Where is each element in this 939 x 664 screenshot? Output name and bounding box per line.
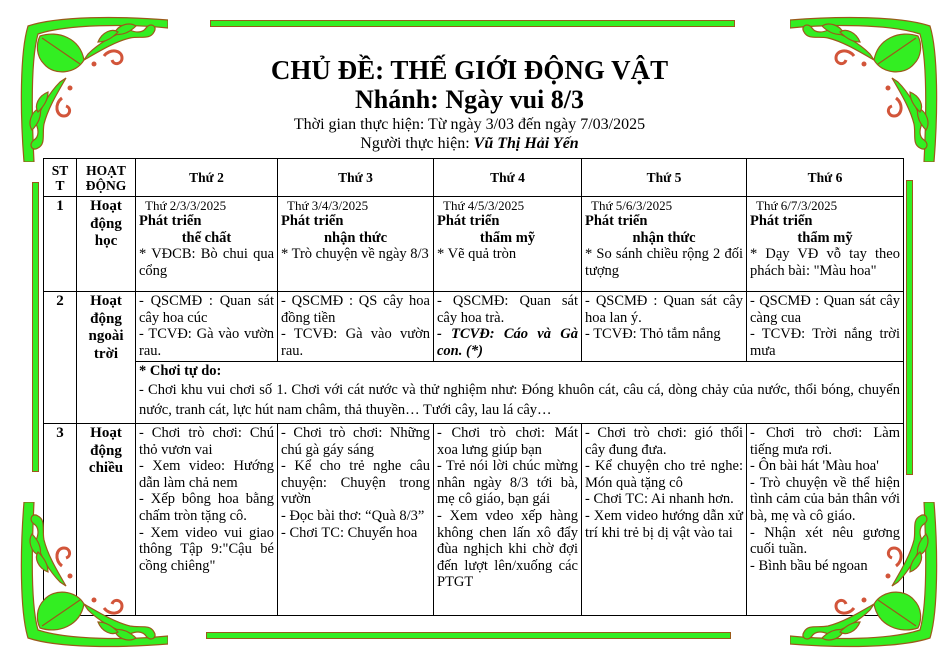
cell-item: - Xếp bông hoa bằng chấm tròn tặng cô. xyxy=(139,491,274,524)
row-number: 1 xyxy=(44,197,77,292)
header-day: Thứ 2 xyxy=(136,159,278,197)
table-row xyxy=(44,424,904,616)
table-row-free-play xyxy=(44,362,904,424)
row-number: 3 xyxy=(44,424,77,616)
cell-observe: - QSCMĐ : Quan sát cây càng cua xyxy=(750,293,900,326)
cell-item: - Chơi trò chơi: gió thổi cây đung đưa. xyxy=(585,425,743,458)
free-play-title: * Chơi tự do: xyxy=(139,363,222,379)
activity-name: Hoạt động học xyxy=(77,197,136,292)
performer-name: Vũ Thị Hải Yến xyxy=(473,135,579,152)
cell-area-sub: nhận thức xyxy=(323,229,388,246)
free-play-cell xyxy=(136,362,904,424)
cell-item: - Kể chuyện cho trẻ nghe: Món quà tặng cô xyxy=(585,458,743,491)
topic-title: CHỦ ĐỀ: THẾ GIỚI ĐỘNG VẬT xyxy=(270,55,669,85)
weekly-plan-table xyxy=(43,158,904,616)
cell-game: - TCVĐ: Cáo và Gà con. (*) xyxy=(437,326,578,359)
cell-item: - Trò chuyện về thể hiện tình cảm của bản thân với bà, mẹ và cô giáo. xyxy=(750,474,900,524)
floral-corner-ornament-icon xyxy=(790,12,939,162)
cell-date: Thứ 2/3/3/2025 xyxy=(145,198,227,213)
cell-content: * So sánh chiều rộng 2 đối tượng xyxy=(585,246,743,279)
cell-content: * VĐCB: Bò chui qua cổng xyxy=(139,246,274,279)
header-day: Thứ 4 xyxy=(434,159,582,197)
header-day: Thứ 3 xyxy=(278,159,434,197)
cell-content: * Dạy VĐ vỗ tay theo phách bài: "Màu hoa" xyxy=(750,246,900,279)
cell-game: - TCVĐ: Trời nắng trời mưa xyxy=(750,326,900,359)
cell-observe: - QSCMĐ : QS cây hoa đồng tiền xyxy=(281,293,430,326)
day-cell xyxy=(747,292,904,362)
cell-item: - Kể cho trẻ nghe câu chuyện: Chuyện trong vườn xyxy=(281,458,430,508)
header-day: Thứ 5 xyxy=(582,159,747,197)
day-cell xyxy=(582,424,747,616)
table-row xyxy=(44,197,904,292)
free-play-text: - Chơi khu vui chơi số 1. Chơi với cát nước và thử nghiệm như: Đóng khuôn cát, câu cá, dòng chảy của nước, thổi bóng, chuyển nước, tranh cát, lực hút nam châm, thả thuyền… Tưới cây, lau lá cây… xyxy=(139,381,900,418)
cell-item: - Chơi trò chơi: Làm tiếng mưa rơi. xyxy=(750,425,900,458)
cell-area: Phát triển xyxy=(585,213,648,229)
day-cell xyxy=(278,197,434,292)
border-bar-top xyxy=(210,20,735,27)
cell-observe: - QSCMĐ: Quan sát cây hoa trà. xyxy=(437,293,578,326)
cell-date: Thứ 5/6/3/2025 xyxy=(591,198,673,213)
branch-title: Nhánh: Ngày vui 8/3 xyxy=(355,85,584,114)
cell-item: - Chơi trò chơi: Mát xoa lưng giúp bạn xyxy=(437,425,578,458)
day-cell xyxy=(582,197,747,292)
table-row xyxy=(44,292,904,362)
cell-item: - Xem vdeo xếp hàng không chen lấn xô đẩy đùa nghịch khi chờ đợi đến lượt lên/xuống các PTGT xyxy=(437,507,578,591)
cell-item: - Nhận xét nêu gương cuối tuần. xyxy=(750,524,900,558)
cell-game: - TCVĐ: Thỏ tắm nắng xyxy=(585,326,721,343)
cell-content: * Trò chuyện về ngày 8/3 xyxy=(281,246,429,263)
time-range: Thời gian thực hiện: Từ ngày 3/03 đến ngày 7/03/2025 xyxy=(293,116,646,133)
cell-area-sub: thẩm mỹ xyxy=(797,229,853,246)
cell-item: - Xem video: Hướng dẫn làm chả nem xyxy=(139,458,274,491)
day-cell xyxy=(582,292,747,362)
cell-area-sub: thẩm mỹ xyxy=(479,229,536,246)
cell-observe: - QSCMĐ : Quan sát cây hoa lan ý. xyxy=(585,293,743,326)
header-day: Thứ 6 xyxy=(747,159,904,197)
cell-content: * Vẽ quả tròn xyxy=(437,246,517,263)
cell-item: - Trẻ nói lời chúc mừng nhân ngày 8/3 tới bà, mẹ cô giáo, bạn gái xyxy=(437,458,578,508)
floral-corner-ornament-icon xyxy=(790,502,939,652)
cell-area: Phát triển xyxy=(750,213,813,229)
performer-label: Người thực hiện: xyxy=(360,135,474,152)
border-bar-left xyxy=(32,182,39,472)
cell-area: Phát triển xyxy=(139,213,202,229)
cell-area-sub: nhận thức xyxy=(632,229,696,246)
floral-corner-ornament-icon xyxy=(18,502,168,652)
cell-date: Thứ 3/4/3/2025 xyxy=(287,198,369,213)
floral-corner-ornament-icon xyxy=(18,12,168,162)
cell-area: Phát triển xyxy=(437,213,500,229)
row-number: 2 xyxy=(44,292,77,424)
cell-game: - TCVĐ: Gà vào vườn rau. xyxy=(139,326,274,359)
cell-item: - Đọc bài thơ: “Quà 8/3” xyxy=(281,507,425,524)
activity-name: Hoạt động chiều xyxy=(77,424,136,616)
table-header-row xyxy=(44,159,904,197)
day-cell xyxy=(434,292,582,362)
cell-item: - Bình bầu bé ngoan xyxy=(750,557,868,574)
day-cell xyxy=(747,197,904,292)
cell-item: - Chơi TC: Chuyển hoa xyxy=(281,524,418,541)
cell-item: - Chơi TC: Ai nhanh hơn. xyxy=(585,491,734,508)
day-cell xyxy=(278,424,434,616)
cell-item: - Chơi trò chơi: Những chú gà gáy sáng xyxy=(281,425,430,458)
cell-item: - Xem video hướng dẫn xử trí khi trẻ bị dị vật vào tai xyxy=(585,507,743,541)
cell-item: - Xem video vui giao thông Tập 9:"Cậu bé cồng chiêng" xyxy=(139,524,274,574)
cell-item: - Chơi trò chơi: Chú thỏ vươn vai xyxy=(139,425,274,458)
header-stt: ST T xyxy=(44,159,77,197)
header-activity: HOẠT ĐỘNG xyxy=(77,159,136,197)
cell-item: - Ôn bài hát 'Màu hoa' xyxy=(750,458,879,475)
activity-name: Hoạt động ngoài trời xyxy=(77,292,136,424)
cell-observe: - QSCMĐ : Quan sát cây hoa cúc xyxy=(139,293,274,326)
cell-date: Thứ 6/7/3/2025 xyxy=(756,198,838,213)
border-bar-right xyxy=(906,180,913,475)
day-cell xyxy=(278,292,434,362)
cell-game: - TCVĐ: Gà vào vườn rau. xyxy=(281,326,430,359)
day-cell xyxy=(136,292,278,362)
border-bar-bottom xyxy=(206,632,731,639)
day-cell xyxy=(434,197,582,292)
day-cell xyxy=(434,424,582,616)
cell-area: Phát triển xyxy=(281,213,344,229)
cell-date: Thứ 4/5/3/2025 xyxy=(443,198,525,213)
cell-area-sub: thể chất xyxy=(181,229,232,246)
day-cell xyxy=(136,197,278,292)
